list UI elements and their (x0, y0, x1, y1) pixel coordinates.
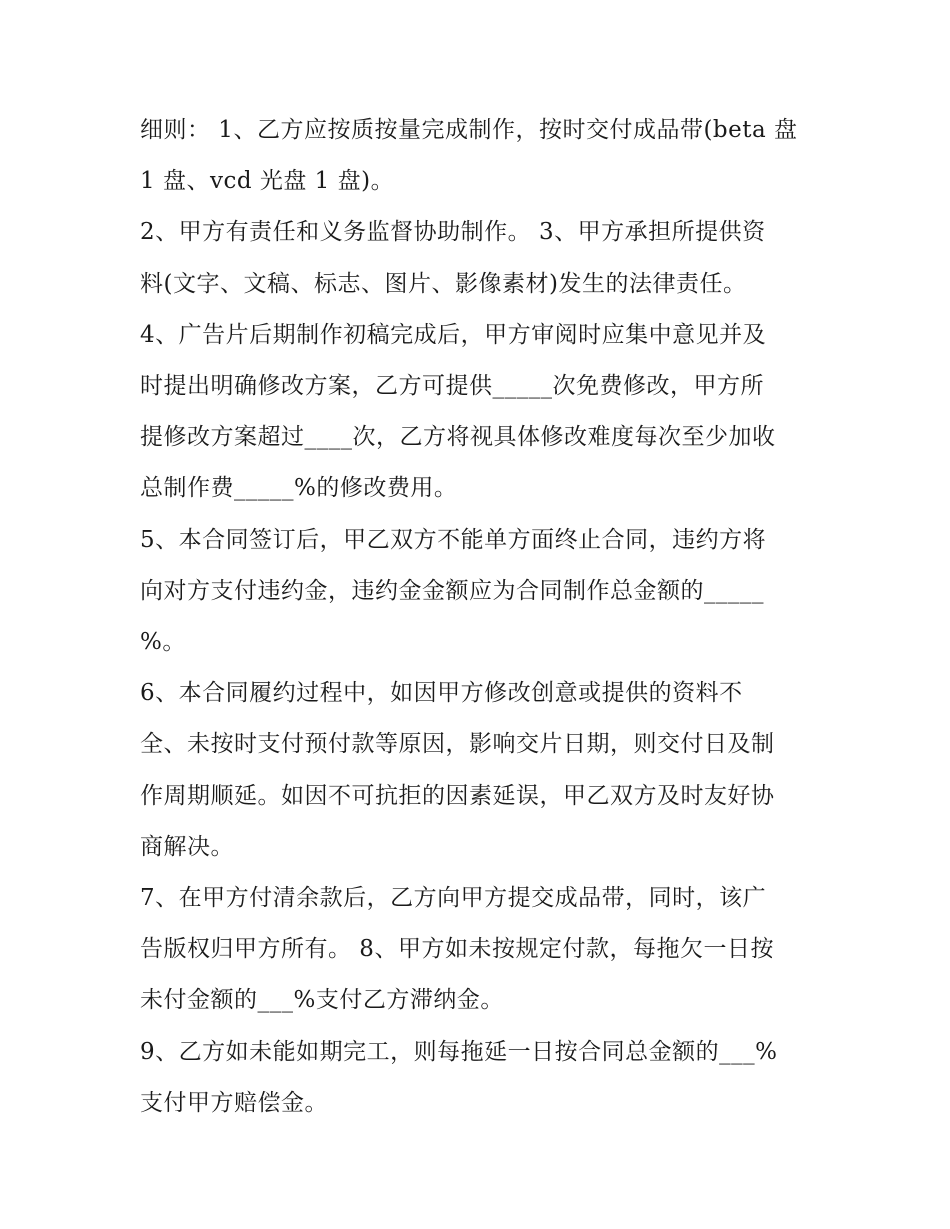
document-body (140, 105, 830, 1129)
text-line: 9、乙方如未能如期完工，则每拖延一日按合同总金额的___% (140, 1038, 778, 1065)
text-line: 告版权归甲方所有。 8、甲方如未按规定付款，每拖欠一日按 (140, 936, 774, 963)
text-line: 向对方支付违约金，违约金金额应为合同制作总金额的_____ (140, 577, 764, 604)
text-line: 细则： 1、乙方应按质按量完成制作，按时交付成品带(beta 盘 (140, 117, 798, 143)
text-line: 4、广告片后期制作初稿完成后，甲方审阅时应集中意见并及 (140, 321, 767, 348)
text-line: 5、本合同签订后，甲乙双方不能单方面终止合同，违约方将 (140, 526, 767, 553)
text-line: 支付甲方赔偿金。 (140, 1089, 328, 1116)
text-line: 总制作费_____%的修改费用。 (140, 475, 458, 502)
text-line: 作周期顺延。如因不可抗拒的因素延误，甲乙双方及时友好协 (140, 782, 775, 809)
text-line: 全、未按时支付预付款等原因，影响交片日期，则交付日及制 (140, 731, 775, 758)
text-line: 时提出明确修改方案，乙方可提供_____次免费修改，甲方所 (140, 373, 764, 400)
text-line: %。 (140, 629, 186, 656)
text-line: 商解决。 (140, 833, 234, 860)
text-line: 1 盘、vcd 光盘 1 盘)。 (140, 168, 395, 195)
text-line: 2、甲方有责任和义务监督协助制作。 3、甲方承担所提供资 (140, 219, 766, 246)
text-line: 料(文字、文稿、标志、图片、影像素材)发生的法律责任。 (140, 270, 747, 297)
text-line: 7、在甲方付清余款后，乙方向甲方提交成品带，同时，该广 (140, 885, 767, 912)
text-line: 6、本合同履约过程中，如因甲方修改创意或提供的资料不 (140, 680, 743, 707)
text-line: 未付金额的___%支付乙方滞纳金。 (140, 987, 504, 1014)
text-line: 提修改方案超过____次，乙方将视具体修改难度每次至少加收 (140, 424, 776, 451)
